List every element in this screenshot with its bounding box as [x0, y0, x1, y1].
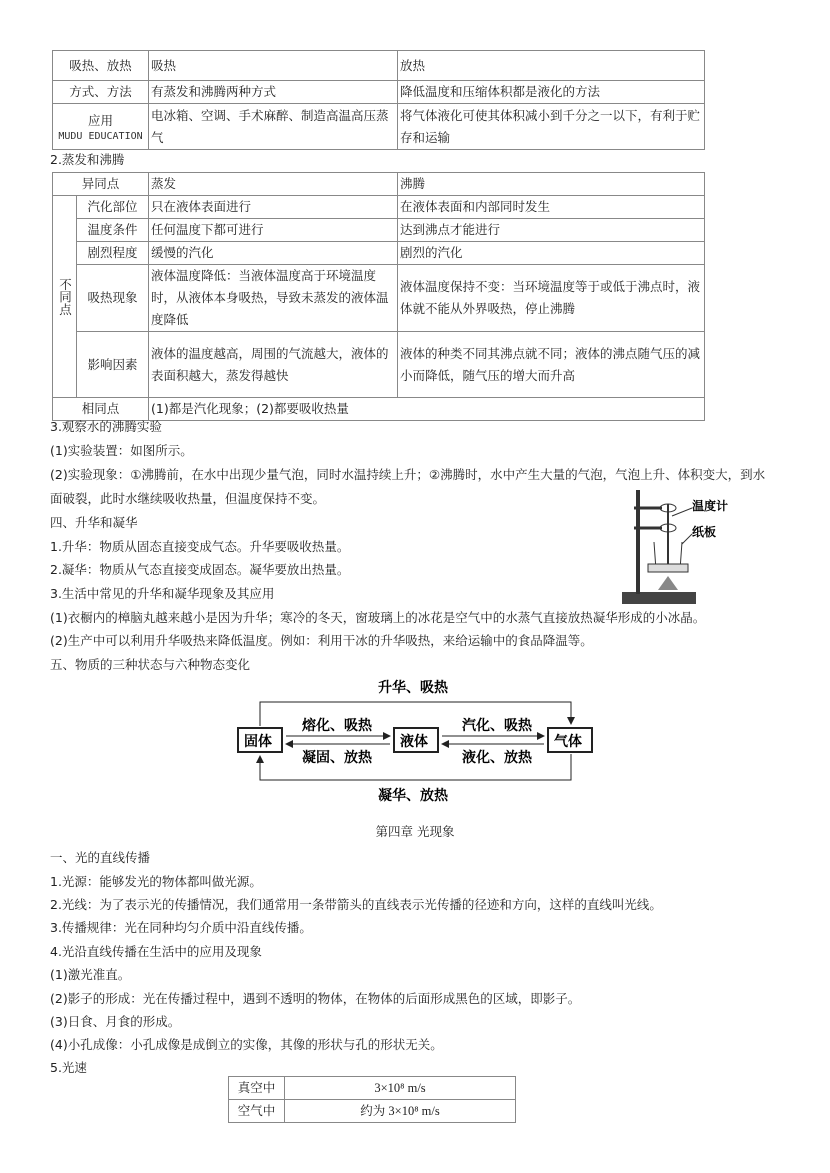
- table-cell: 降低温度和压缩体积都是液化的方法: [398, 81, 705, 104]
- group-label: 不同点: [53, 196, 77, 398]
- table-cell: 达到沸点才能进行: [398, 219, 705, 242]
- table-cell: 影响因素: [77, 332, 149, 398]
- table-cell: 相同点: [53, 398, 149, 421]
- table-cell: 液体温度保持不变：当环境温度等于或低于沸点时，液体就不能从外界吸热，停止沸腾: [398, 265, 705, 332]
- text-line: 3.观察水的沸腾实验: [50, 419, 162, 434]
- chapter-title: 第四章 光现象: [375, 824, 455, 839]
- text-line: 1.光源：能够发光的物体都叫做光源。: [50, 874, 262, 889]
- gas-label: 气体: [554, 734, 582, 750]
- text-line: (3)日食、月食的形成。: [50, 1014, 181, 1029]
- table-cell: 电冰箱、空调、手术麻醉、制造高温高压蒸气: [149, 104, 398, 150]
- table-cell: 吸热、放热: [53, 51, 149, 81]
- solid-label: 固体: [244, 734, 272, 750]
- light-speed-table: [228, 1076, 516, 1123]
- table-cell: 有蒸发和沸腾两种方式: [149, 81, 398, 104]
- stand-rod: [636, 490, 640, 594]
- text-line: 2.光线：为了表示光的传播情况，我们通常用一条带箭头的直线表示光传播的径迹和方向，这样的直线叫光线。: [50, 897, 662, 912]
- boiling-apparatus-figure: [612, 486, 732, 614]
- text-line: (1)实验装置：如图所示。: [50, 443, 193, 458]
- text-line: 面破裂，此时水继续吸收热量，但温度保持不变。: [50, 491, 326, 506]
- section-heading: 2.蒸发和沸腾: [50, 152, 125, 167]
- table-cell: 任何温度下都可进行: [149, 219, 398, 242]
- table-cell: 3×10⁸ m/s: [285, 1077, 516, 1100]
- evaporation-boiling-table: [52, 172, 705, 421]
- text-line: (2)实验现象：①沸腾前，在水中出现少量气泡，同时水温持续上升；②沸腾时，水中产生大量的气泡，气泡上升、体积变大，到水: [50, 467, 766, 482]
- text-line: 3.生活中常见的升华和凝华现象及其应用: [50, 586, 275, 601]
- text-line: 2.凝华：物质从气态直接变成固态。凝华要放出热量。: [50, 562, 350, 577]
- thermometer-label: 温度计: [692, 499, 729, 513]
- text-line: (2)影子的形成：光在传播过程中，遇到不透明的物体，在物体的后面形成黑色的区域，即影子。: [50, 991, 581, 1006]
- table-cell: 真空中: [229, 1077, 285, 1100]
- table-cell: 温度条件: [77, 219, 149, 242]
- table-cell: 缓慢的汽化: [149, 242, 398, 265]
- vaporization-liquefaction-table: [52, 50, 705, 150]
- table-cell: 放热: [398, 51, 705, 81]
- table-cell: 吸热现象: [77, 265, 149, 332]
- watermark-text: MUDU EDUCATION: [58, 130, 143, 142]
- cardboard-label: 纸板: [692, 525, 717, 539]
- text-line: 3.传播规律：光在同种均匀介质中沿直线传播。: [50, 920, 312, 935]
- text-line: (1)衣橱内的樟脑丸越来越小是因为升华；寒冷的冬天，窗玻璃上的冰花是空气中的水蒸气直接放热凝华形成的小冰晶。: [50, 610, 706, 625]
- table-cell: 在液体表面和内部同时发生: [398, 196, 705, 219]
- table-cell: 液体温度降低：当液体温度高于环境温度时，从液体本身吸热，导致未蒸发的液体温度降低: [149, 265, 398, 332]
- text-line: 四、升华和凝华: [50, 515, 138, 530]
- freezing-label: 凝固、放热: [302, 750, 372, 766]
- melting-label: 熔化、吸热: [302, 718, 372, 734]
- deposition-label: 凝华、放热: [378, 788, 448, 804]
- table-cell: 汽化部位: [77, 196, 149, 219]
- text-line: 1.升华：物质从固态直接变成气态。升华要吸收热量。: [50, 539, 350, 554]
- text-line: (1)激光准直。: [50, 967, 131, 982]
- text-line: 4.光沿直线传播在生活中的应用及现象: [50, 944, 262, 959]
- table-cell: 剧烈的汽化: [398, 242, 705, 265]
- text-line: 五、物质的三种状态与六种物态变化: [50, 657, 251, 672]
- cell-label: 应用: [87, 112, 113, 128]
- table-cell: (1)都是汽化现象；(2)都要吸收热量: [149, 398, 705, 421]
- burner: [658, 576, 678, 590]
- table-cell: 液体的温度越高，周围的气流越大，液体的表面积越大，蒸发得越快: [149, 332, 398, 398]
- liquid-label: 液体: [400, 734, 428, 750]
- liquefaction-label: 液化、放热: [462, 750, 532, 766]
- table-cell: 空气中: [229, 1100, 285, 1123]
- table-header-cell: 沸腾: [398, 173, 705, 196]
- sublimation-label: 升华、吸热: [378, 680, 448, 696]
- text-line: 一、光的直线传播: [50, 850, 151, 865]
- table-cell: 方式、方法: [53, 81, 149, 104]
- table-header-cell: 异同点: [53, 173, 149, 196]
- state-change-diagram: [230, 672, 602, 812]
- table-cell: [53, 104, 149, 150]
- table-cell: 吸热: [149, 51, 398, 81]
- text-line: (4)小孔成像：小孔成像是成倒立的实像，其像的形状与孔的形状无关。: [50, 1037, 443, 1052]
- table-cell: 将气体液化可使其体积减小到千分之一以下，有利于贮存和运输: [398, 104, 705, 150]
- text-line: 5.光速: [50, 1060, 87, 1075]
- vaporization-label: 汽化、吸热: [462, 718, 532, 734]
- text-line: (2)生产中可以利用升华吸热来降低温度。例如：利用干冰的升华吸热，来给运输中的食品降温等。: [50, 633, 593, 648]
- table-cell: 液体的种类不同其沸点就不同；液体的沸点随气压的减小而降低，随气压的增大而升高: [398, 332, 705, 398]
- table-cell: 约为 3×10⁸ m/s: [285, 1100, 516, 1123]
- stand-base: [622, 592, 696, 604]
- table-cell: 只在液体表面进行: [149, 196, 398, 219]
- table-header-cell: 蒸发: [149, 173, 398, 196]
- table-cell: 剧烈程度: [77, 242, 149, 265]
